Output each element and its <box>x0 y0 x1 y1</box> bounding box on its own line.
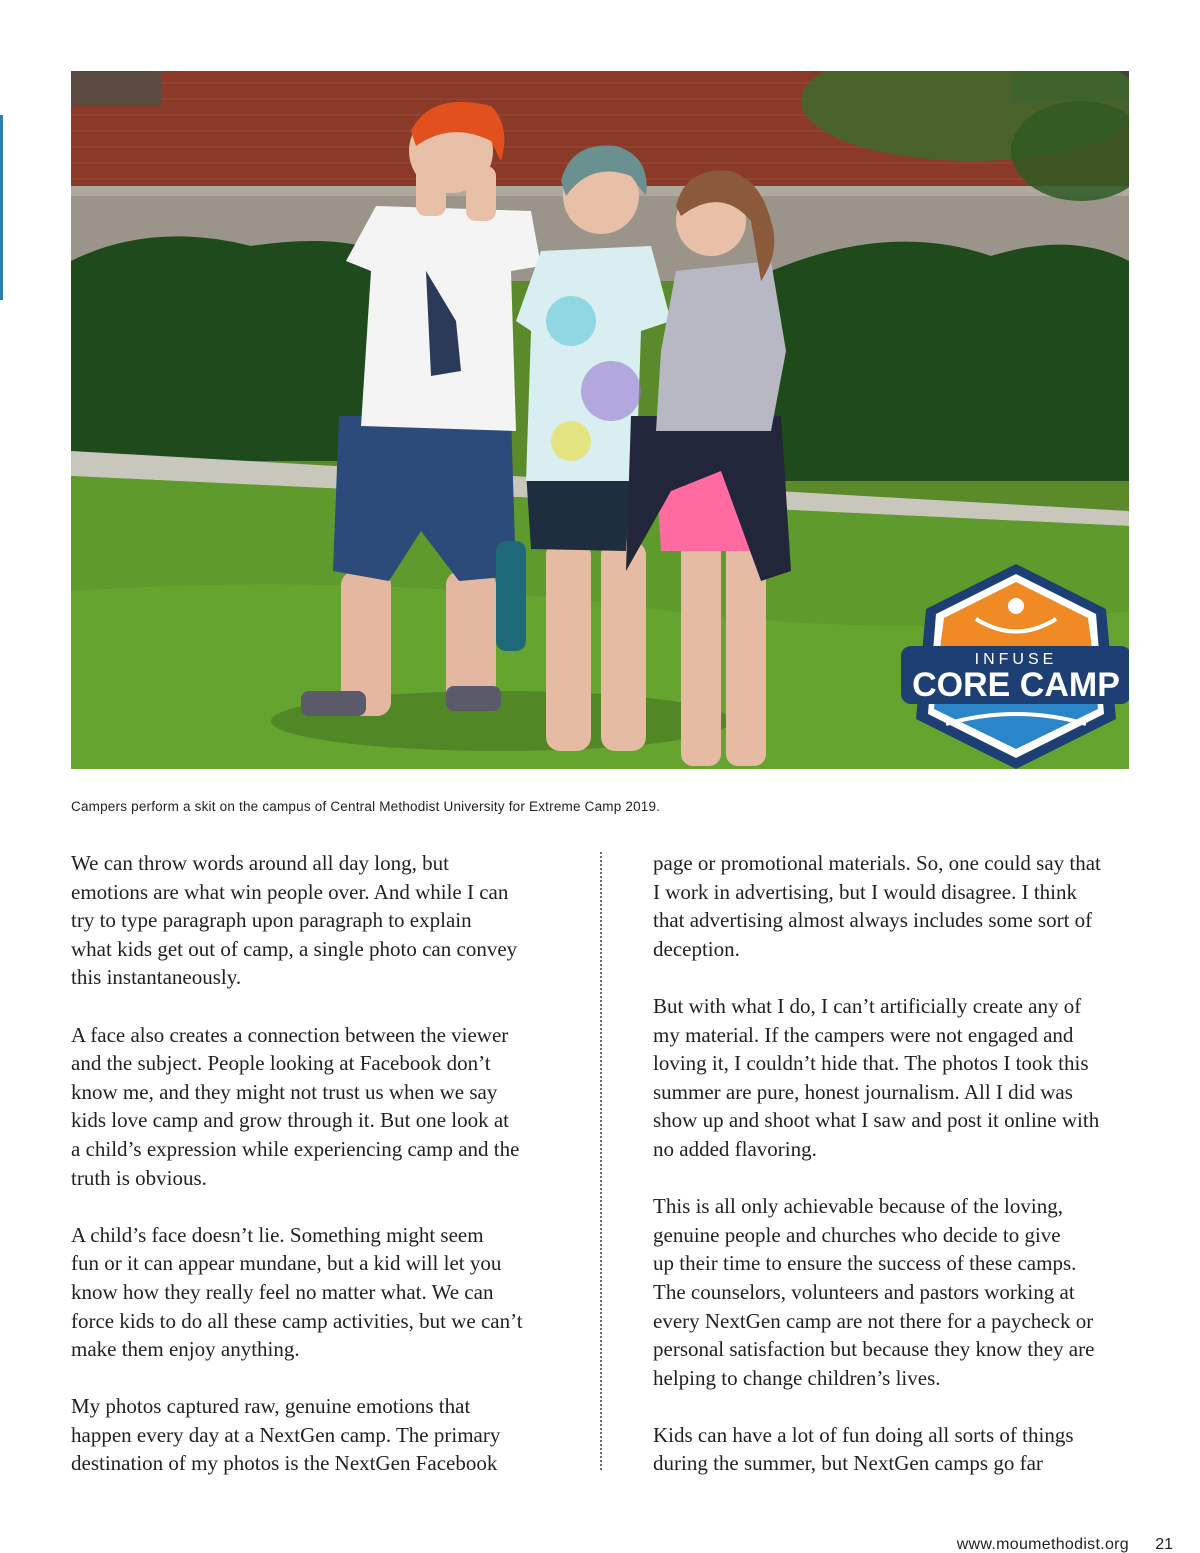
footer-url[interactable]: www.moumethodist.org <box>956 1536 1129 1553</box>
paragraph: My photos captured raw, genuine emotions that happen every day at a NextGen camp. The primary destination of my photos is the NextGen Facebook <box>71 1394 501 1476</box>
left-column <box>71 849 551 1478</box>
paragraph: But with what I do, I can’t artificially create any of my material. If the campers were not engaged and loving it, I couldn’t hide that. The photos I took this summer are pure, honest journalism. All I did was show up and shoot what I saw and post it online with no added flavoring. <box>653 993 1100 1161</box>
paragraph: A face also creates a connection between the viewer and the subject. People looking at Facebook don’t know me, and they might not trust us when we say kids love camp and grow through it. But one look at a child’s expression while experiencing camp and the truth is obvious. <box>71 1022 520 1190</box>
page-number: 21 <box>1155 1536 1173 1553</box>
campers-photo <box>71 71 1129 769</box>
paragraph: This is all only achievable because of the loving, genuine people and churches who decide to give up their time to ensure the success of these camps. The counselors, volunteers and pastors working at every NextGen camp are not there for a paycheck or personal satisfaction but because they know they are helping to change children’s lives. <box>653 1194 1095 1390</box>
paragraph: A child’s face doesn’t lie. Something might seem fun or it can appear mundane, but a kid will let you know how they really feel no matter what. We can force kids to do all these camp activities, but we can’t make them enjoy anything. <box>71 1222 523 1362</box>
left-edge-tab <box>0 115 3 300</box>
paragraph: Kids can have a lot of fun doing all sorts of things during the summer, but NextGen camps go far <box>653 1422 1074 1476</box>
paragraph: page or promotional materials. So, one could say that I work in advertising, but I would disagree. I think that advertising almost always includes some sort of deception. <box>653 851 1101 961</box>
photo-caption: Campers perform a skit on the campus of Central Methodist University for Extreme Camp 2019. <box>71 799 661 814</box>
campers-photo-illustration <box>71 71 1129 769</box>
right-column <box>653 849 1133 1478</box>
badge-line1: INFUSE <box>974 651 1058 668</box>
paragraph: We can throw words around all day long, but emotions are what win people over. And while I can try to type paragraph upon paragraph to explain what kids get out of camp, a single photo can convey this instantaneously. <box>71 851 518 990</box>
badge-line2: CORE CAMP <box>912 666 1120 704</box>
column-divider <box>600 852 602 1470</box>
